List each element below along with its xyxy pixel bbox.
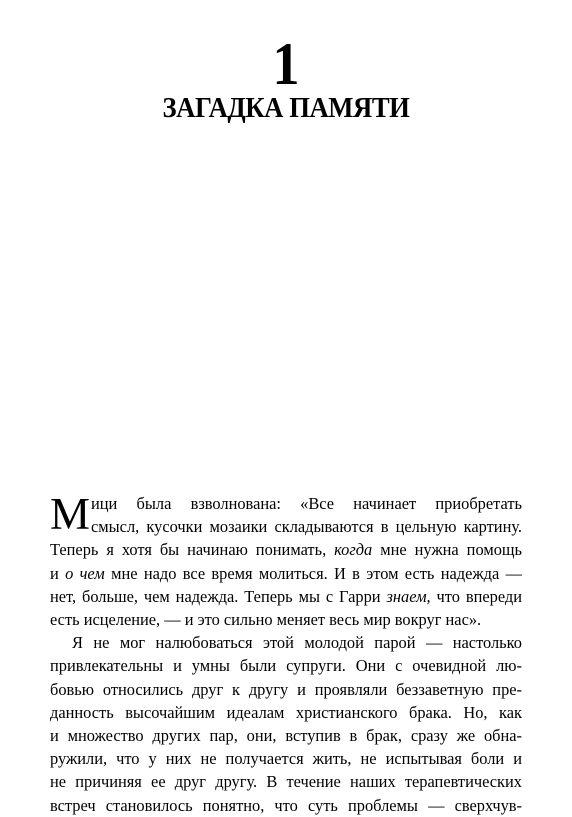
italic-text: знаем,: [386, 586, 431, 606]
text-line: [50, 608, 522, 631]
text-segment: Теперь я хотя бы начинаю понимать,: [50, 540, 335, 560]
text-line: [91, 492, 522, 515]
text-line: [50, 770, 522, 793]
text-segment: бовью относились друг к другу и проявляли беззаветную пре-: [50, 679, 522, 699]
paragraph-1: [50, 489, 522, 631]
text-segment: ружили, что у них не получается жить, не испытывая боли и: [50, 749, 522, 769]
chapter-number: 1: [272, 31, 300, 97]
italic-text: когда: [334, 540, 373, 560]
text-line: [91, 515, 522, 538]
text-line: [50, 585, 522, 608]
text-segment: ици была взволнована: «Все начинает приобретать: [91, 494, 522, 513]
chapter-title: ЗАГАДКА ПАМЯТИ: [162, 92, 410, 124]
paragraph-2: [50, 631, 522, 817]
text-segment: встреч становилось понятно, что суть проблемы — сверхчув-: [50, 795, 522, 815]
text-segment: нет, больше, чем надежда. Теперь мы с Гарри: [50, 586, 387, 606]
text-segment: привлекательны и умны были супруги. Они с очевидной лю-: [50, 656, 522, 676]
text-line: [50, 562, 522, 585]
text-segment: есть исцеление, — и это сильно меняет весь мир вокруг нас».: [50, 610, 482, 630]
text-line: [50, 538, 522, 561]
text-segment: Я не мог налюбоваться этой молодой парой — настолько: [72, 633, 522, 653]
drop-cap: М: [50, 489, 91, 539]
text-segment: и: [50, 563, 66, 583]
text-line: [50, 631, 522, 654]
text-line: [50, 794, 522, 817]
text-segment: не причиняя ее друг другу. В течение наших терапевтических: [50, 772, 522, 792]
text-segment: что впереди: [430, 586, 522, 606]
text-line: [50, 724, 522, 747]
text-segment: смысл, кусочки мозаики складываются в цельную картину.: [91, 517, 522, 537]
text-segment: и множество других пар, они, вступив в брак, сразу же обна-: [50, 726, 522, 746]
italic-text: о чем: [65, 563, 105, 583]
text-segment: данность высочайшим идеалам христианского брака. Но, как: [50, 702, 522, 722]
text-segment: мне нужна помощь: [372, 540, 522, 560]
text-line: [50, 747, 522, 770]
body-text: [50, 489, 522, 817]
text-segment: мне надо все время молиться. И в этом есть надежда —: [104, 563, 522, 583]
text-line: [50, 701, 522, 724]
text-line: [50, 678, 522, 701]
text-line: [50, 654, 522, 677]
